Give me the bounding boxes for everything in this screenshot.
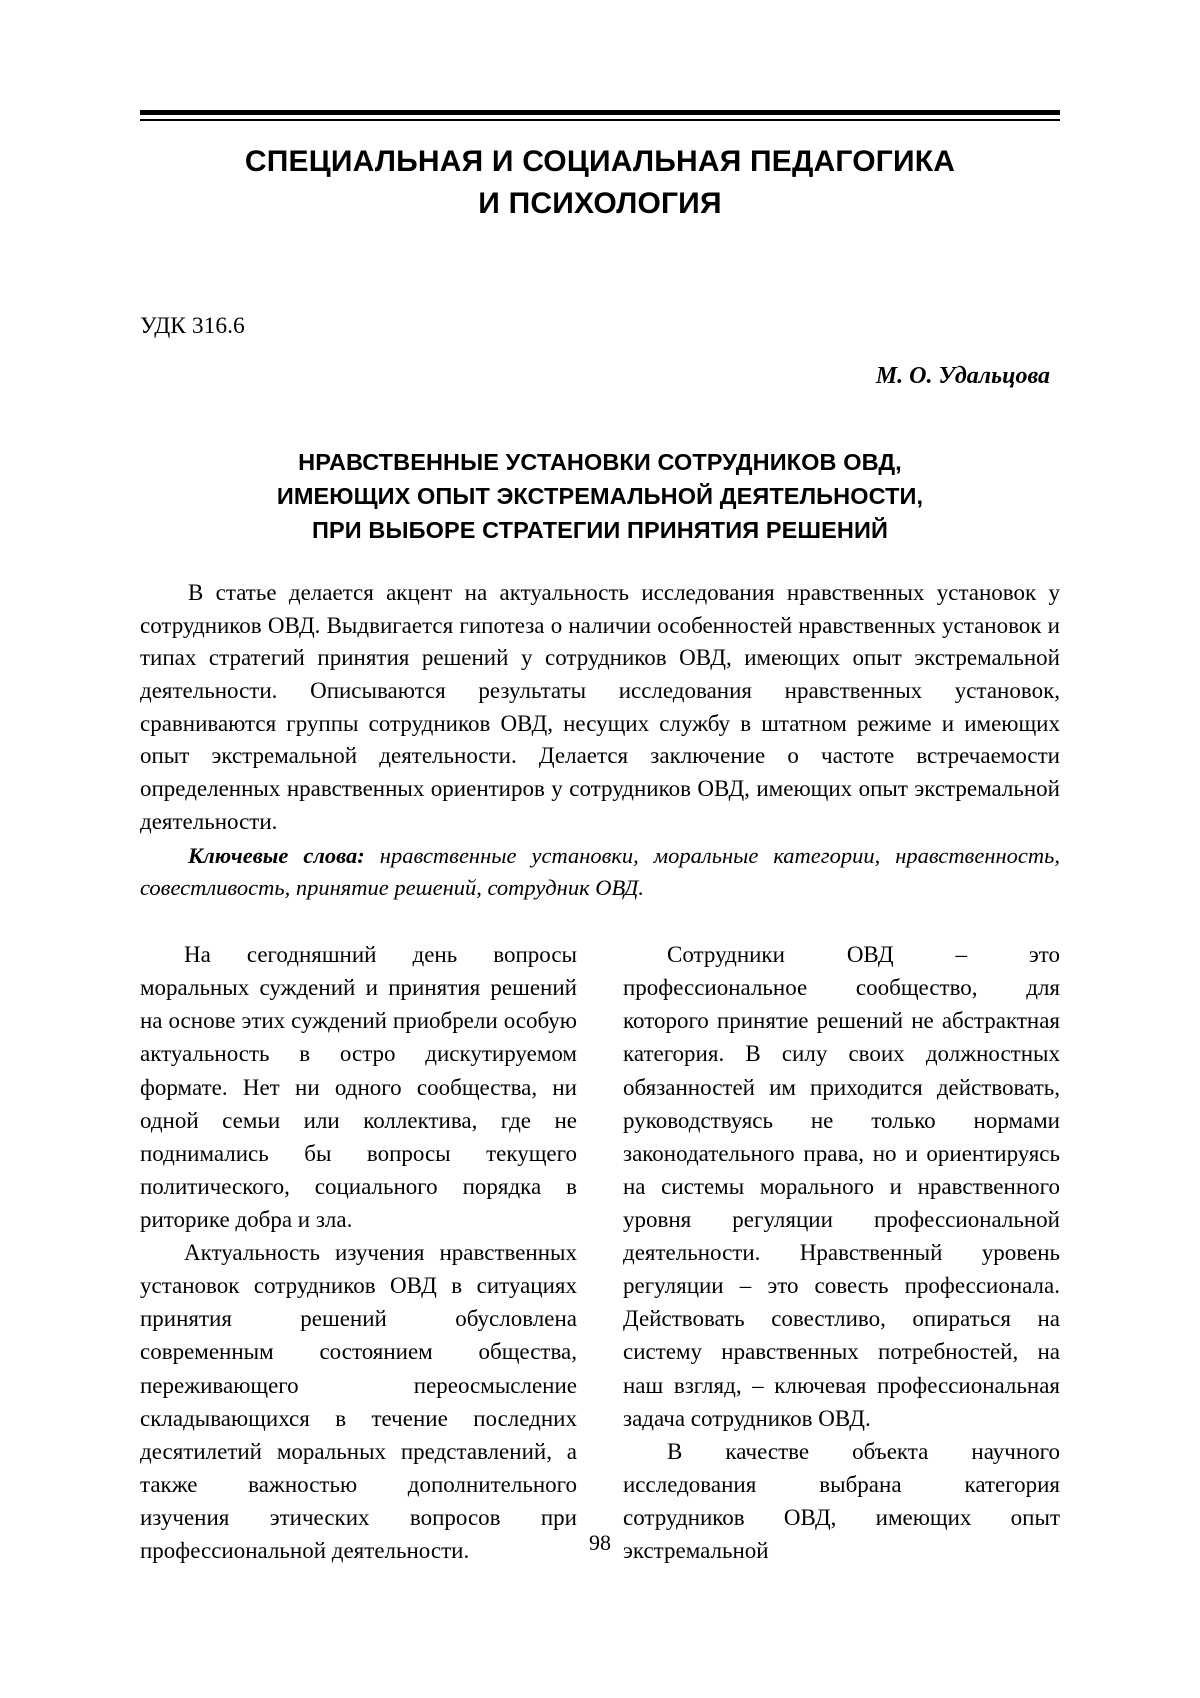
article-title-line-2: ИМЕЮЩИХ ОПЫТ ЭКСТРЕМАЛЬНОЙ ДЕЯТЕЛЬНОСТИ, — [276, 482, 924, 509]
keywords-label: Ключевые слова: — [188, 843, 365, 869]
section-title-line-1: СПЕЦИАЛЬНАЯ И СОЦИАЛЬНАЯ ПЕДАГОГИКА — [244, 145, 956, 178]
abstract-text: В статье делается акцент на актуальность исследования нравственных установок у сотрудников ОВД. Выдвигается гипотеза о наличии особенностей нравственных установок и типах стратегий принятия решений у сотрудников ОВД, имеющих опыт экстремальной деятельности. Описываются результаты исследования нравственных установок, сравниваются группы сотрудников ОВД, несущих службу в штатном режиме и имеющих опыт экстремальной деятельности. Делается заключение о частоте встречаемости определенных нравственных ориентиров у сотрудников ОВД, имеющих опыт экстремальной деятельности. — [140, 579, 1060, 834]
body-columns — [140, 938, 1060, 1567]
paragraph: Актуальность изучения нравственных установок сотрудников ОВД в ситуациях принятия решений обусловлена современным состоянием общества, переживающего переосмысление складывающихся в течение последних десятилетий моральных представлений, а также важностью дополнительного изучения этических вопросов при профессиональной деятельности. — [140, 1240, 577, 1564]
left-column — [140, 938, 577, 1567]
article-title — [182, 445, 1018, 547]
header-divider — [140, 110, 1060, 121]
author-name: М. О. Удальцова — [875, 362, 1050, 389]
page-number: 98 — [589, 1530, 611, 1555]
page-content — [140, 110, 1060, 1567]
article-title-line-1: НРАВСТВЕННЫЕ УСТАНОВКИ СОТРУДНИКОВ ОВД, — [298, 448, 902, 475]
udk-code: УДК 316.6 — [140, 312, 245, 339]
paragraph: Сотрудники ОВД – это профессиональное сообщество, для которого принятие решений не абстрактная категория. В силу своих должностных обязанностей им приходится действовать, руководствуясь не только нормами законодательного права, но и ориентируясь на системы морального и нравственного уровня регуляции профессиональной деятельности. Нравственный уровень регуляции – это совесть профессионала. Действовать совестливо, опираться на систему нравственных потребностей, на наш взгляд, – ключевая профессиональная задача сотрудников ОВД. — [623, 942, 1060, 1431]
paragraph: На сегодняшний день вопросы моральных суждений и принятия решений на основе этих суждений приобрели особую актуальность в остро дискутируемом формате. Нет ни одного сообщества, ни одной семьи или коллектива, где не поднимались бы вопросы текущего политического, социального порядка в риторике добра и зла. — [140, 942, 577, 1232]
section-title-line-2: И ПСИХОЛОГИЯ — [478, 187, 722, 221]
metadata-block — [140, 312, 1060, 391]
article-title-line-3: ПРИ ВЫБОРЕ СТРАТЕГИИ ПРИНЯТИЯ РЕШЕНИЙ — [312, 516, 888, 543]
keywords-text: нравственные установки, моральные категории, нравственность, совестливость, принятие решений, сотрудник ОВД. — [140, 843, 1060, 901]
keywords-block — [140, 840, 1060, 904]
right-column — [623, 938, 1060, 1567]
paragraph: В качестве объекта научного исследования выбрана категория сотрудников ОВД, имеющих опыт экстремальной — [623, 1438, 1060, 1564]
